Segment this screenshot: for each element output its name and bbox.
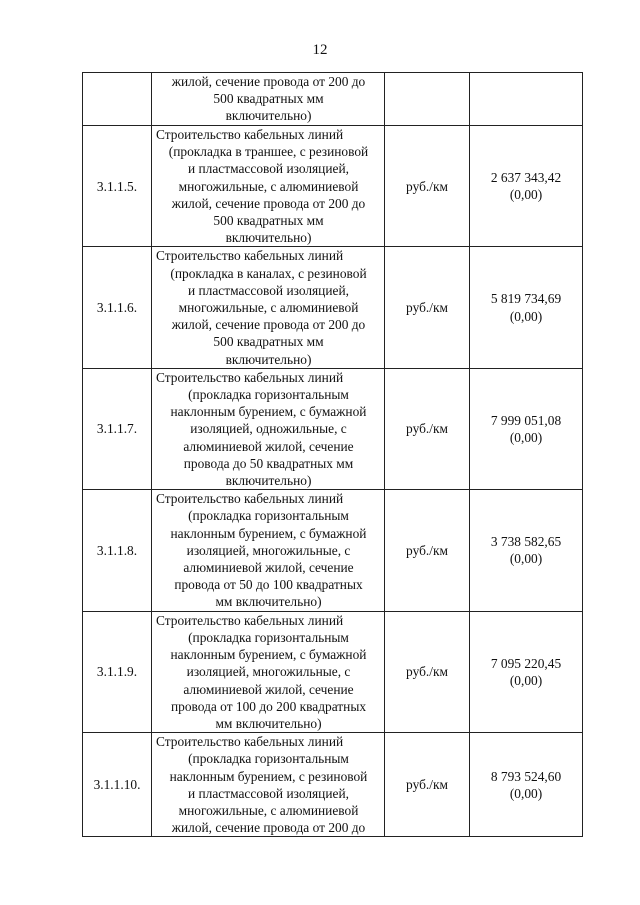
description-line: Строительство кабельных линий [156,612,344,628]
rate-value-secondary: (0,00) [509,187,543,203]
item-description [152,733,385,837]
description-line: (прокладка в траншее, с резиновой [168,144,369,160]
description-line: жилой, сечение провода от 200 до [171,74,366,89]
description-line: включительно) [225,108,312,124]
item-number: 3.1.1.8. [83,490,152,611]
rate-value-cell [470,247,583,368]
description-line: наклонным бурением, с бумажной [170,404,367,420]
rate-value-cell [470,733,583,837]
table-row [83,490,583,611]
rate-value-secondary: (0,00) [509,308,543,324]
rate-value-cell [470,611,583,732]
item-number: 3.1.1.5. [83,126,152,247]
table-body [83,73,583,837]
description-line: изоляцией, многожильные, с [186,542,351,558]
description-line: 500 квадратных мм [213,213,324,229]
description-line: (прокладка горизонтальным [188,629,349,645]
description-line: наклонным бурением, с бумажной [170,647,367,663]
description-line: и пластмассовой изоляцией, [188,282,349,298]
description-line: провода от 50 до 100 квадратных [174,577,363,593]
unit-of-measure [385,73,470,126]
rate-value-secondary: (0,00) [509,551,543,567]
table-row [83,247,583,368]
description-line: провода от 100 до 200 квадратных [170,698,367,714]
description-line: и пластмассовой изоляцией, [188,161,349,177]
description-line: жилой, сечение провода от 200 до [171,820,366,836]
description-line: наклонным бурением, с резиновой [169,768,368,784]
rate-value-secondary: (0,00) [509,430,543,446]
table-row [83,368,583,489]
rate-value: 3 738 582,65 [490,534,562,550]
page-number: 12 [312,42,328,58]
rate-value-secondary: (0,00) [509,785,543,801]
description-line: (прокладка горизонтальным [188,508,349,524]
description-line: (прокладка в каналах, с резиновой [170,265,367,281]
description-line: включительно) [225,473,312,489]
item-number [83,73,152,126]
item-number: 3.1.1.9. [83,611,152,732]
item-number: 3.1.1.7. [83,368,152,489]
unit-of-measure: руб./км [385,368,470,489]
description-line: Строительство кабельных линий [156,127,344,142]
description-line: (прокладка горизонтальным [188,751,349,767]
rate-value: 7 999 051,08 [490,412,562,428]
unit-of-measure: руб./км [385,733,470,837]
table-row [83,126,583,247]
tariff-table [82,72,583,837]
description-line: многожильные, с алюминиевой [178,802,359,818]
description-line: мм включительно) [215,594,322,610]
rate-value-cell [470,490,583,611]
description-line: алюминиевой жилой, сечение [183,560,354,576]
description-line: многожильные, с алюминиевой [178,300,359,316]
unit-of-measure: руб./км [385,247,470,368]
table-row [83,611,583,732]
description-line: алюминиевой жилой, сечение [183,438,354,454]
description-line: включительно) [225,230,312,246]
rate-value: 7 095 220,45 [490,655,562,671]
description-line: (прокладка горизонтальным [188,387,349,403]
description-line: многожильные, с алюминиевой [178,178,359,194]
description-line: жилой, сечение провода от 200 до [171,195,366,211]
description-line: Строительство кабельных линий [156,734,344,750]
unit-of-measure: руб./км [385,126,470,247]
rate-value-cell [470,73,583,126]
description-line: 500 квадратных мм [213,91,324,107]
item-description [152,73,385,126]
rate-value-cell [470,368,583,489]
table-row [83,73,583,126]
description-line: 500 квадратных мм [213,334,324,350]
description-line: жилой, сечение провода от 200 до [171,317,366,333]
item-description [152,368,385,489]
table-row [83,733,583,837]
rate-value: 2 637 343,42 [490,170,562,185]
description-line: изоляцией, многожильные, с [186,664,351,680]
rate-value-cell [470,126,583,247]
item-description [152,611,385,732]
description-line: провода до 50 квадратных мм [183,455,354,471]
description-line: и пластмассовой изоляцией, [188,785,349,801]
description-line: Строительство кабельных линий [156,248,344,264]
unit-of-measure: руб./км [385,611,470,732]
rate-value: 8 793 524,60 [490,768,562,784]
description-line: Строительство кабельных линий [156,369,344,385]
rate-value: 5 819 734,69 [490,291,562,307]
description-line: мм включительно) [215,715,322,731]
item-description [152,126,385,247]
description-line: изоляцией, одножильные, с [190,421,347,437]
description-line: включительно) [225,351,312,367]
description-line: Строительство кабельных линий [156,491,344,507]
description-line: наклонным бурением, с бумажной [170,525,367,541]
description-line: алюминиевой жилой, сечение [183,681,354,697]
item-number: 3.1.1.10. [83,733,152,837]
item-description [152,247,385,368]
item-number: 3.1.1.6. [83,247,152,368]
item-description [152,490,385,611]
rate-value-secondary: (0,00) [509,672,543,688]
unit-of-measure: руб./км [385,490,470,611]
